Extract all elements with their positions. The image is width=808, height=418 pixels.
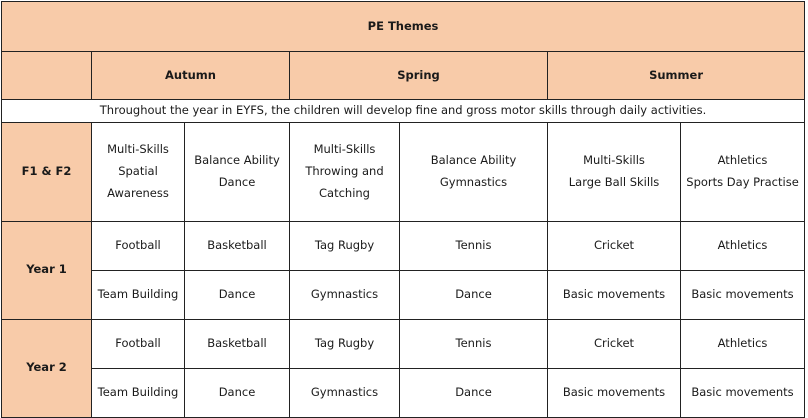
f1f2-summer-1-cell bbox=[548, 122, 681, 221]
f1f2-spring-2-cell bbox=[400, 122, 548, 221]
cell-line: Athletics bbox=[717, 153, 768, 167]
cell-line: Multi-Skills bbox=[313, 142, 376, 157]
cell-line: Multi-Skills bbox=[583, 153, 645, 167]
cell-line: Large Ball Skills bbox=[568, 174, 660, 189]
f1f2-spring-1-cell bbox=[290, 122, 400, 221]
season-header-autumn: Autumn bbox=[92, 52, 290, 100]
f1f2-autumn-2-cell bbox=[185, 122, 290, 221]
table-cell: Tennis bbox=[400, 319, 548, 368]
season-header-spring: Spring bbox=[290, 52, 548, 100]
table-cell: Basic movements bbox=[548, 368, 681, 417]
table-cell: Dance bbox=[185, 270, 290, 319]
table-cell: Team Building bbox=[92, 368, 185, 417]
table-cell: Team Building bbox=[92, 270, 185, 319]
row-header-f1-f2: F1 & F2 bbox=[2, 122, 92, 221]
cell-line: Awareness bbox=[107, 185, 169, 200]
row-header-year-2: Year 2 bbox=[2, 319, 92, 417]
season-header-summer: Summer bbox=[548, 52, 805, 100]
table-cell: Dance bbox=[400, 368, 548, 417]
cell-line: Balance Ability bbox=[194, 153, 280, 167]
cell-line: Spatial bbox=[118, 163, 158, 178]
eyfs-note: Throughout the year in EYFS, the children will develop fine and gross motor skills through daily activities. bbox=[2, 100, 805, 123]
table-cell: Tag Rugby bbox=[290, 319, 400, 368]
corner-header-cell bbox=[2, 52, 92, 100]
table-cell: Basketball bbox=[185, 221, 290, 270]
cell-line: Sports Day Practise bbox=[686, 174, 799, 189]
cell-line: Multi-Skills bbox=[107, 142, 169, 157]
table-cell: Tennis bbox=[400, 221, 548, 270]
table-cell: Basic movements bbox=[681, 368, 805, 417]
table-cell: Tag Rugby bbox=[290, 221, 400, 270]
f1f2-summer-2-cell bbox=[681, 122, 805, 221]
f1f2-autumn-1-cell bbox=[92, 122, 185, 221]
table-cell: Football bbox=[92, 221, 185, 270]
table-title: PE Themes bbox=[2, 2, 805, 52]
table-cell: Basic movements bbox=[681, 270, 805, 319]
table-cell: Dance bbox=[400, 270, 548, 319]
cell-line: Gymnastics bbox=[439, 174, 508, 189]
table-cell: Basic movements bbox=[548, 270, 681, 319]
cell-line: Dance bbox=[218, 174, 256, 189]
pe-themes-table bbox=[1, 1, 805, 418]
table-cell: Cricket bbox=[548, 221, 681, 270]
table-cell: Dance bbox=[185, 368, 290, 417]
cell-line: Catching bbox=[319, 185, 370, 200]
cell-line: Balance Ability bbox=[430, 153, 517, 167]
cell-line: Throwing and bbox=[305, 163, 384, 178]
table-cell: Athletics bbox=[681, 221, 805, 270]
table-cell: Gymnastics bbox=[290, 270, 400, 319]
table-cell: Football bbox=[92, 319, 185, 368]
table-cell: Athletics bbox=[681, 319, 805, 368]
table-cell: Gymnastics bbox=[290, 368, 400, 417]
row-header-year-1: Year 1 bbox=[2, 221, 92, 319]
table-cell: Cricket bbox=[548, 319, 681, 368]
table-cell: Basketball bbox=[185, 319, 290, 368]
